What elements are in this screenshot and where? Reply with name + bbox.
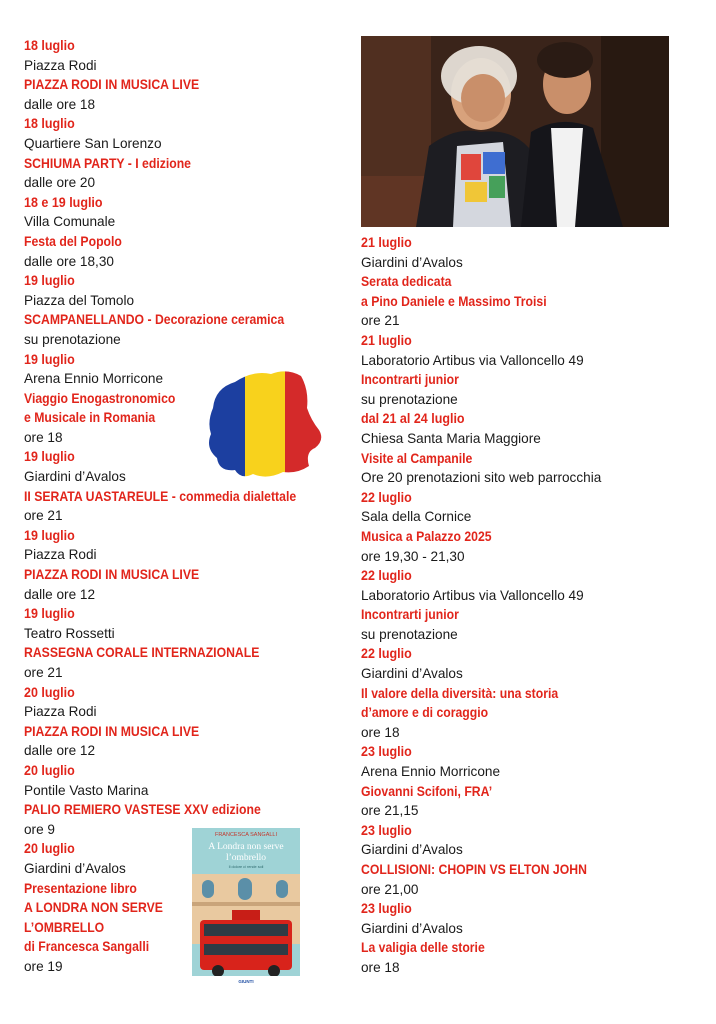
event-item — [24, 36, 354, 114]
event-venue: Laboratorio Artibus via Valloncello 49 — [361, 587, 584, 603]
event-time: dalle ore 12 — [24, 586, 96, 602]
book-cover-illustration — [192, 828, 300, 986]
event-item — [361, 488, 701, 566]
event-time: ore 19,30 - 21,30 — [361, 548, 465, 564]
event-venue: Giardini d’Avalos — [361, 842, 463, 858]
event-time: Ore 20 prenotazioni sito web parrocchia — [361, 470, 602, 486]
romania-map-illustration — [205, 368, 325, 483]
event-title: Musica a Palazzo 2025 — [361, 528, 492, 544]
event-time: su prenotazione — [24, 331, 121, 347]
event-title: di Francesca Sangalli — [24, 939, 150, 955]
event-item — [361, 742, 701, 820]
event-item — [24, 193, 354, 271]
event-title: PIAZZA RODI IN MUSICA LIVE — [24, 567, 200, 583]
event-date: 19 luglio — [24, 606, 75, 622]
event-title: Presentazione libro — [24, 880, 137, 896]
event-time: ore 21 — [24, 665, 63, 680]
event-date: 19 luglio — [24, 351, 75, 367]
event-time: dalle ore 18,30 — [24, 253, 114, 269]
event-title: La valigia delle storie — [361, 940, 485, 956]
event-venue: Piazza Rodi — [24, 57, 97, 73]
event-time: ore 21,15 — [361, 803, 419, 819]
event-venue: Pontile Vasto Marina — [24, 782, 149, 798]
event-title: d’amore e di coraggio — [361, 705, 489, 721]
event-time: dalle ore 18 — [24, 96, 96, 112]
event-venue: Teatro Rossetti — [24, 625, 115, 641]
event-photo — [361, 36, 669, 227]
event-date: 18 luglio — [24, 38, 75, 53]
event-date: 19 luglio — [24, 449, 75, 465]
event-venue: Quartiere San Lorenzo — [24, 135, 162, 151]
event-title: A LONDRA NON SERVE — [24, 900, 163, 916]
event-time: su prenotazione — [361, 626, 458, 642]
event-date: 22 luglio — [361, 489, 412, 505]
event-title: Festa del Popolo — [24, 233, 122, 249]
event-date: 22 luglio — [361, 646, 412, 662]
event-date: 19 luglio — [24, 527, 75, 543]
event-item — [24, 839, 354, 976]
event-title: Incontrarti junior — [361, 607, 459, 623]
event-title: Giovanni Scifoni, FRA’ — [361, 783, 493, 799]
event-title: PALIO REMIERO VASTESE XXV edizione — [24, 802, 261, 818]
event-item — [361, 644, 701, 742]
event-date: dal 21 al 24 luglio — [361, 411, 465, 427]
event-item — [24, 114, 354, 192]
event-date: 23 luglio — [361, 744, 412, 760]
book-subtitle: Il dolore ci rende soli — [228, 865, 264, 869]
event-title: PIAZZA RODI IN MUSICA LIVE — [24, 723, 200, 739]
event-time: su prenotazione — [361, 391, 458, 407]
event-venue: Piazza Rodi — [24, 704, 97, 720]
event-date: 21 luglio — [361, 235, 412, 250]
event-time: ore 18 — [361, 724, 400, 740]
event-venue: Giardini d’Avalos — [361, 254, 463, 270]
event-item — [361, 409, 701, 487]
event-title: Incontrarti junior — [361, 372, 459, 388]
event-venue: Piazza Rodi — [24, 547, 97, 563]
book-author: FRANCESCA SANGALLI — [214, 832, 278, 838]
book-publisher: GIUNTI — [238, 979, 254, 984]
book-title-line1: A Londra non serve — [208, 842, 284, 852]
event-title: COLLISIONI: CHOPIN VS ELTON JOHN — [361, 862, 587, 877]
event-item — [361, 233, 701, 331]
event-title: PIAZZA RODI IN MUSICA LIVE — [24, 77, 200, 93]
event-time: ore 21 — [24, 508, 63, 524]
event-time: ore 9 — [24, 821, 55, 837]
event-title: Viaggio Enogastronomico — [24, 390, 176, 406]
event-item — [24, 526, 354, 604]
event-date: 20 luglio — [24, 841, 75, 857]
event-title: a Pino Daniele e Massimo Troisi — [361, 293, 547, 309]
event-time: ore 18 — [361, 959, 400, 975]
event-item — [361, 821, 701, 899]
event-venue: Arena Ennio Morricone — [24, 371, 164, 387]
event-date: 22 luglio — [361, 568, 412, 584]
event-venue: Piazza del Tomolo — [24, 292, 135, 308]
event-title: II SERATA UASTAREULE - commedia dialettale — [24, 488, 297, 504]
photo-illustration — [361, 36, 669, 227]
event-title: L’OMBRELLO — [24, 919, 105, 935]
event-venue: Villa Comunale — [24, 214, 116, 230]
event-title: Il valore della diversità: una storia — [361, 685, 559, 701]
event-item — [361, 331, 701, 409]
event-date: 19 luglio — [24, 273, 75, 289]
event-time: dalle ore 20 — [24, 175, 96, 191]
left-event-column — [24, 36, 354, 977]
event-time: ore 19 — [24, 958, 63, 974]
romania-flag-map — [205, 368, 325, 483]
event-venue: Giardini d’Avalos — [24, 860, 126, 876]
event-time: ore 21 — [361, 313, 400, 329]
event-venue: Arena Ennio Morricone — [361, 764, 501, 780]
event-item — [361, 899, 701, 977]
event-date: 20 luglio — [24, 684, 75, 700]
event-item — [24, 604, 354, 682]
event-date: 21 luglio — [361, 332, 412, 348]
right-event-column — [361, 233, 701, 978]
event-item — [24, 761, 354, 839]
event-date: 23 luglio — [361, 822, 412, 838]
event-item — [24, 271, 354, 349]
event-venue: Giardini d’Avalos — [361, 920, 463, 936]
event-time: dalle ore 12 — [24, 743, 96, 759]
event-title: SCHIUMA PARTY - I edizione — [24, 155, 191, 171]
event-time: ore 21,00 — [361, 881, 419, 897]
event-title: e Musicale in Romania — [24, 410, 156, 426]
event-venue: Chiesa Santa Maria Maggiore — [361, 430, 541, 446]
event-venue: Giardini d’Avalos — [24, 469, 126, 485]
event-title: Visite al Campanile — [361, 450, 473, 466]
event-item — [361, 566, 701, 644]
event-date: 18 luglio — [24, 116, 75, 132]
event-date: 18 e 19 luglio — [24, 194, 103, 210]
event-venue: Sala della Cornice — [361, 509, 472, 525]
event-date: 20 luglio — [24, 762, 75, 778]
event-time: ore 18 — [24, 429, 63, 445]
event-venue: Giardini d’Avalos — [361, 666, 463, 682]
book-title-line2: l’ombrello — [225, 853, 267, 863]
event-item — [24, 683, 354, 761]
event-title: SCAMPANELLANDO - Decorazione ceramica — [24, 312, 285, 328]
event-venue: Laboratorio Artibus via Valloncello 49 — [361, 352, 584, 368]
event-title: RASSEGNA CORALE INTERNAZIONALE — [24, 645, 260, 661]
event-title: Serata dedicata — [361, 274, 452, 290]
book-cover — [192, 828, 300, 986]
event-date: 23 luglio — [361, 901, 412, 917]
